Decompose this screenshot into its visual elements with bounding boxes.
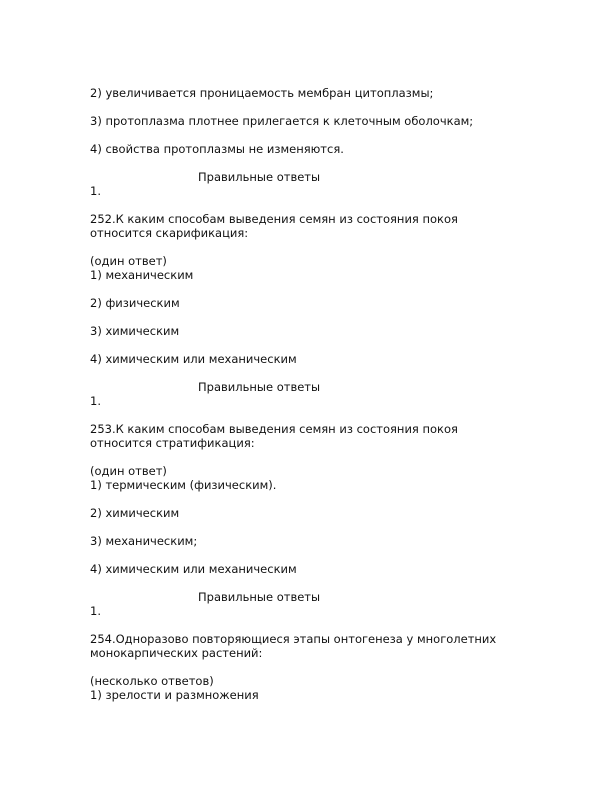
q254-question-line-1: 254.Одноразово повторяющиеся этапы онтогенеза у многолетних bbox=[90, 632, 497, 646]
q253-option-1: 1) термическим (физическим). bbox=[90, 478, 277, 492]
q253-answers-label: Правильные ответы bbox=[198, 590, 321, 604]
q252-option-4: 4) химическим или механическим bbox=[90, 352, 297, 366]
q251-option-4: 4) свойства протоплазмы не изменяются. bbox=[90, 142, 344, 156]
q252-question-line-1: 252.К каким способам выведения семян из состояния покоя bbox=[90, 212, 458, 226]
q252-option-2: 2) физическим bbox=[90, 296, 180, 310]
q254-question-line-2: монокарпических растений: bbox=[90, 646, 263, 660]
q251-answers-label: Правильные ответы bbox=[198, 170, 321, 184]
q252-answers-value: 1. bbox=[90, 394, 101, 408]
q253-answer-type: (один ответ) bbox=[90, 464, 167, 478]
q251-option-2: 2) увеличивается проницаемость мембран цитоплазмы; bbox=[90, 86, 434, 100]
q252-question-line-2: относится скарификация: bbox=[90, 226, 249, 240]
q253-option-2: 2) химическим bbox=[90, 506, 180, 520]
q251-answers-value: 1. bbox=[90, 184, 101, 198]
q252-option-3: 3) химическим bbox=[90, 324, 180, 338]
q253-question-line-2: относится стратификация: bbox=[90, 436, 255, 450]
q253-option-3: 3) механическим; bbox=[90, 534, 198, 548]
q253-option-4: 4) химическим или механическим bbox=[90, 562, 297, 576]
q252-answers-label: Правильные ответы bbox=[198, 380, 321, 394]
q254-option-1: 1) зрелости и размножения bbox=[90, 688, 259, 702]
q251-option-3: 3) протоплазма плотнее прилегается к клеточным оболочкам; bbox=[90, 114, 474, 128]
q254-answer-type: (несколько ответов) bbox=[90, 674, 214, 688]
q252-option-1: 1) механическим bbox=[90, 268, 194, 282]
q253-question-line-1: 253.К каким способам выведения семян из состояния покоя bbox=[90, 422, 458, 436]
q252-answer-type: (один ответ) bbox=[90, 254, 167, 268]
q253-answers-value: 1. bbox=[90, 604, 101, 618]
